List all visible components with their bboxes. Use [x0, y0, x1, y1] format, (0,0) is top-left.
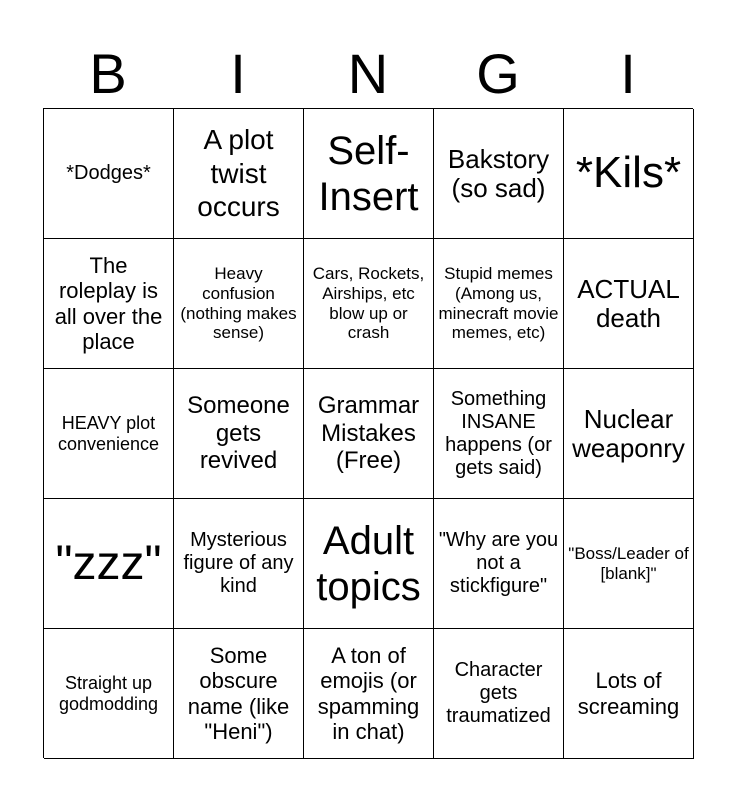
header-letter-b: B	[89, 42, 127, 105]
bingo-cell[interactable]: A plot twist occurs	[174, 109, 304, 239]
bingo-cell-text: Adult topics	[316, 518, 421, 609]
bingo-cell[interactable]: Some obscure name (like "Heni")	[174, 629, 304, 759]
bingo-cell[interactable]: Character gets traumatized	[434, 629, 564, 759]
bingo-cell[interactable]: Bakstory (so sad)	[434, 109, 564, 239]
bingo-cell[interactable]: Nuclear weaponry	[564, 369, 694, 499]
bingo-cell[interactable]: Mysterious figure of any kind	[174, 499, 304, 629]
bingo-board	[43, 108, 693, 758]
header-letter-g: G	[476, 42, 520, 105]
bingo-cell[interactable]: "zzz"	[44, 499, 174, 629]
bingo-cell-text: *Kils*	[575, 148, 682, 198]
bingo-cell[interactable]: Grammar Mistakes (Free)	[304, 369, 434, 499]
bingo-cell[interactable]: Cars, Rockets, Airships, etc blow up or crash	[304, 239, 434, 369]
bingo-cell[interactable]: The roleplay is all over the place	[44, 239, 174, 369]
bingo-cell[interactable]: ACTUAL death	[564, 239, 694, 369]
bingo-cell[interactable]: Heavy confusion (nothing makes sense)	[174, 239, 304, 369]
bingo-cell[interactable]: *Dodges*	[44, 109, 174, 239]
bingo-cell[interactable]	[564, 109, 694, 239]
bingo-cell[interactable]	[304, 499, 434, 629]
bingo-cell[interactable]: Lots of screaming	[564, 629, 694, 759]
bingo-cell[interactable]	[304, 109, 434, 239]
header-letter-n: N	[347, 42, 389, 105]
bingo-header	[43, 40, 693, 108]
bingo-cell[interactable]: Someone gets revived	[174, 369, 304, 499]
bingo-cell[interactable]: "Why are you not a stickfigure"	[434, 499, 564, 629]
bingo-cell[interactable]: A ton of emojis (or spamming in chat)	[304, 629, 434, 759]
bingo-cell[interactable]: "Boss/Leader of [blank]"	[564, 499, 694, 629]
bingo-cell-text: Self-Insert	[318, 128, 419, 219]
bingo-cell[interactable]: Stupid memes (Among us, minecraft movie memes, etc)	[434, 239, 564, 369]
bingo-cell[interactable]: HEAVY plot convenience	[44, 369, 174, 499]
header-letter-i2: I	[620, 42, 636, 105]
bingo-cell[interactable]: Something INSANE happens (or gets said)	[434, 369, 564, 499]
header-letter-i: I	[230, 42, 246, 105]
bingo-cell[interactable]: Straight up godmodding	[44, 629, 174, 759]
